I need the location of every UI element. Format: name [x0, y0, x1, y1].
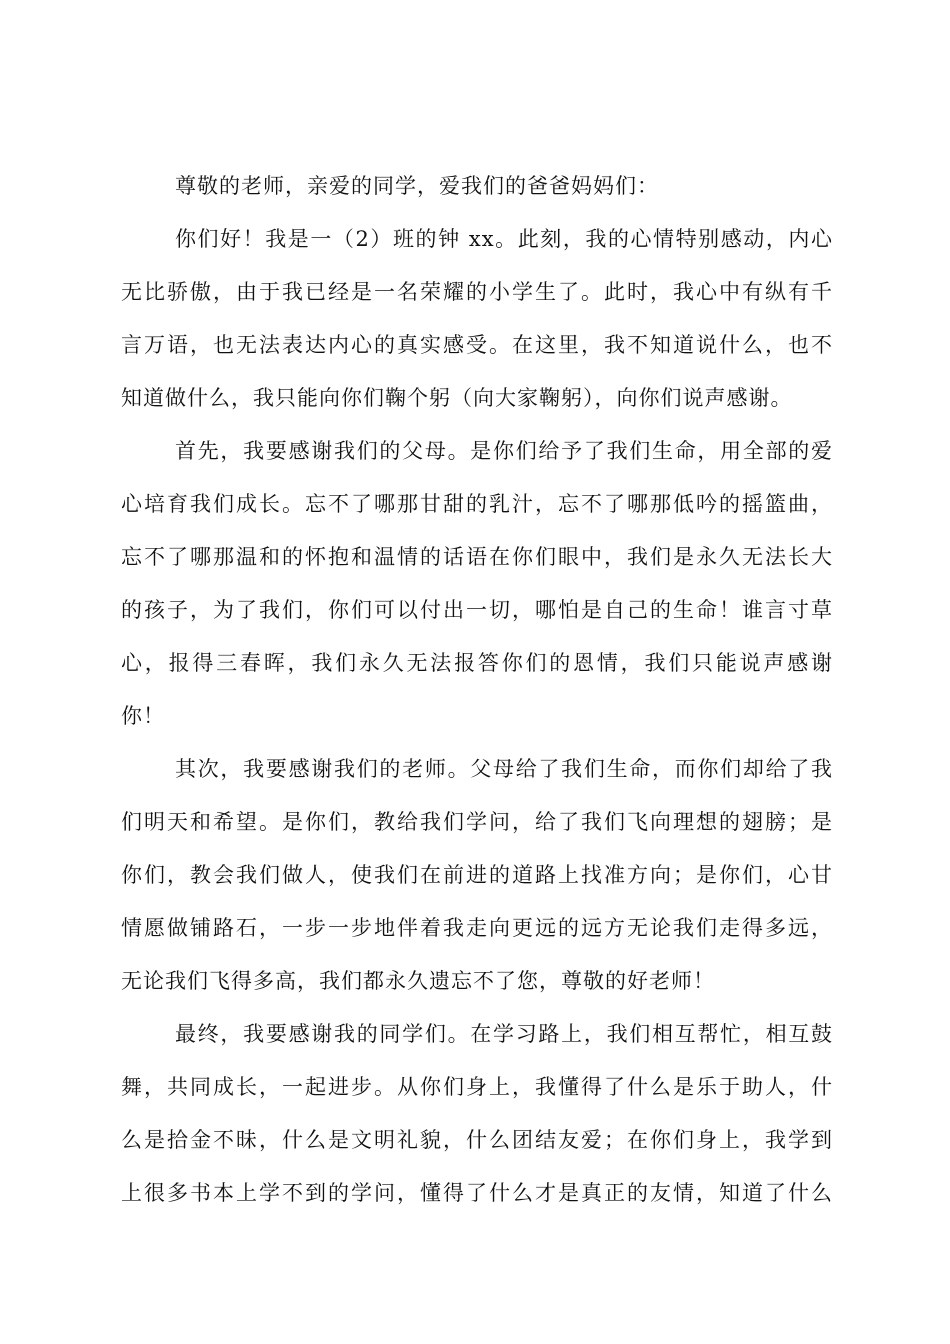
paragraph-line: 首先，我要感谢我们的父母。是你们给予了我们生命，用全部的爱 [175, 439, 833, 463]
paragraph-line: 心，报得三春晖，我们永久无法报答你们的恩情，我们只能说声感谢 [121, 651, 833, 675]
paragraph-line: 舞，共同成长，一起进步。从你们身上，我懂得了什么是乐于助人，什 [121, 1075, 833, 1099]
paragraph-line: 么是拾金不昧，什么是文明礼貌，什么团结友爱；在你们身上，我学到 [121, 1128, 833, 1152]
paragraph-line: 无论我们飞得多高，我们都永久遗忘不了您，尊敬的好老师！ [121, 969, 715, 993]
paragraph-line: 心培育我们成长。忘不了哪那甘甜的乳汁，忘不了哪那低吟的摇篮曲， [121, 492, 833, 516]
paragraph-line: 言万语，也无法表达内心的真实感受。在这里，我不知道说什么，也不 [121, 333, 833, 357]
paragraph-line: 上很多书本上学不到的学问，懂得了什么才是真正的友情，知道了什么 [121, 1181, 833, 1205]
paragraph-line: 们明天和希望。是你们，教给我们学问，给了我们飞向理想的翅膀；是 [121, 810, 833, 834]
paragraph-line: 无比骄傲，由于我已经是一名荣耀的小学生了。此时，我心中有纵有千 [121, 280, 833, 304]
paragraph-line: 你！ [121, 704, 165, 728]
paragraph-line: 你们好！我是一（2）班的钟 xx。此刻，我的心情特别感动，内心 [175, 227, 833, 251]
paragraph-line: 的孩子，为了我们，你们可以付出一切，哪怕是自己的生命！谁言寸草 [121, 598, 833, 622]
paragraph-line: 最终，我要感谢我的同学们。在学习路上，我们相互帮忙，相互鼓 [175, 1022, 833, 1046]
speech-body [121, 160, 833, 1220]
paragraph-line: 情愿做铺路石，一步一步地伴着我走向更远的远方无论我们走得多远， [121, 916, 833, 940]
paragraph-line: 你们，教会我们做人，使我们在前进的道路上找准方向；是你们，心甘 [121, 863, 833, 887]
salutation-line: 尊敬的老师，亲爱的同学，爱我们的爸爸妈妈们： [175, 174, 659, 198]
paragraph-line: 其次，我要感谢我们的老师。父母给了我们生命，而你们却给了我 [175, 757, 833, 781]
paragraph-line: 忘不了哪那温和的怀抱和温情的话语在你们眼中，我们是永久无法长大 [121, 545, 833, 569]
paragraph-line: 知道做什么，我只能向你们鞠个躬（向大家鞠躬），向你们说声感谢。 [121, 386, 793, 410]
